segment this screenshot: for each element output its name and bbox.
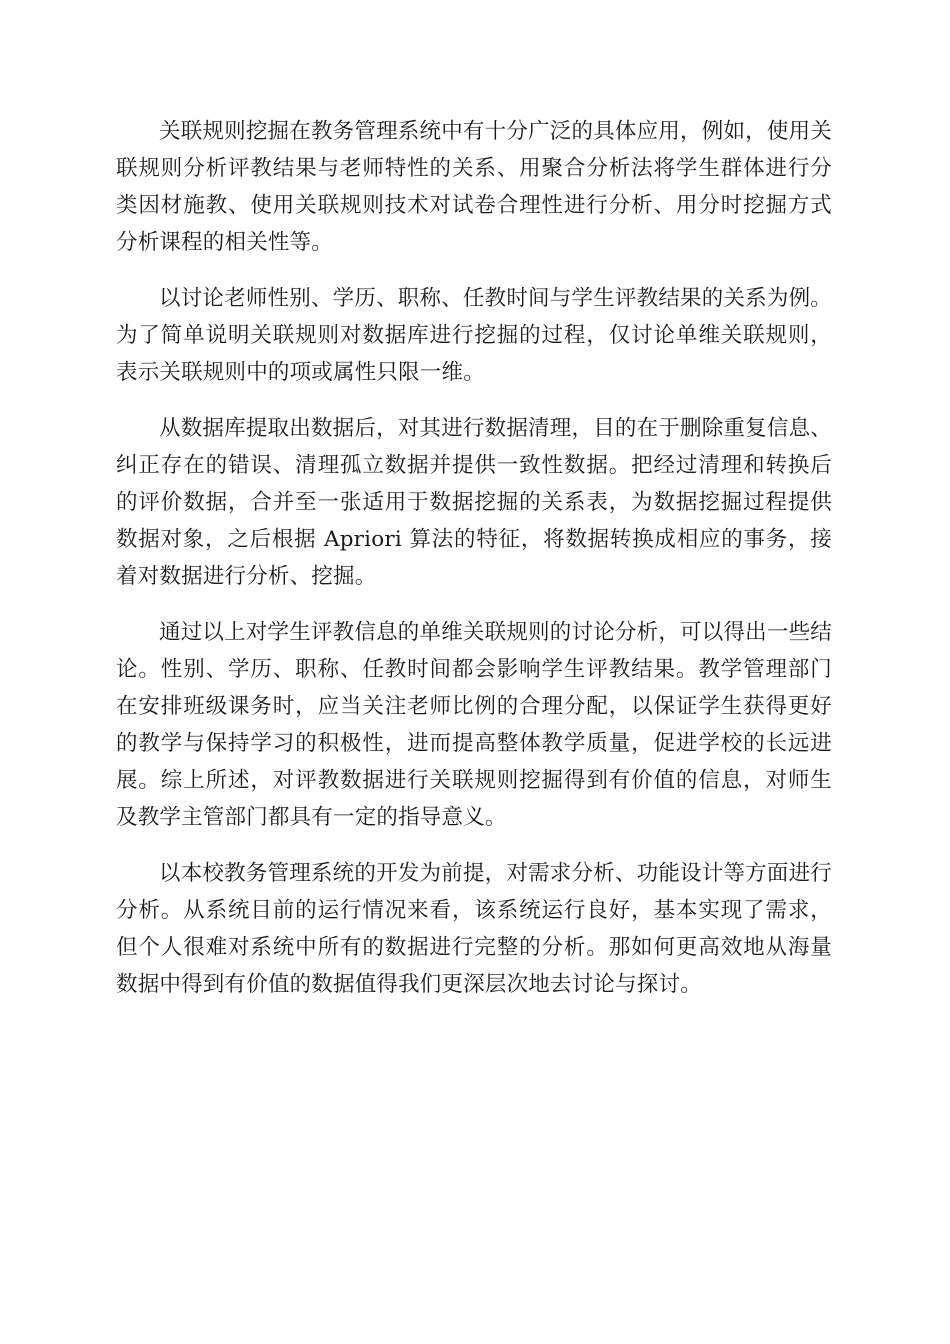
paragraph-2: 以讨论老师性别、学历、职称、任教时间与学生评教结果的关系为例。为了简单说明关联规则对数据库进行挖掘的过程，仅讨论单维关联规则，表示关联规则中的项或属性只限一维。 bbox=[116, 286, 832, 385]
document-body bbox=[116, 113, 832, 1022]
paragraph-1: 关联规则挖掘在教务管理系统中有十分广泛的具体应用，例如，使用关联规则分析评教结果与老师特性的关系、用聚合分析法将学生群体进行分类因材施教、使用关联规则技术对试卷合理性进行分析、用分时挖掘方式分析课程的相关性等。 bbox=[116, 119, 832, 255]
paragraph-3: 从数据库提取出数据后，对其进行数据清理，目的在于删除重复信息、纠正存在的错误、清理孤立数据并提供一致性数据。把经过清理和转换后的评价数据，合并至一张适用于数据挖掘的关系表，为数据挖掘过程提供数据对象，之后根据 Apriori 算法的特征，将数据转换成相应的事务，接着对数据进行分析、挖掘。 bbox=[116, 416, 832, 589]
paragraph-5: 以本校教务管理系统的开发为前提，对需求分析、功能设计等方面进行分析。从系统目前的运行情况来看，该系统运行良好，基本实现了需求，但个人很难对系统中所有的数据进行完整的分析。那如何更高效地从海量数据中得到有价值的数据值得我们更深层次地去讨论与探讨。 bbox=[116, 861, 832, 997]
paragraph-4: 通过以上对学生评教信息的单维关联规则的讨论分析，可以得出一些结论。性别、学历、职称、任教时间都会影响学生评教结果。教学管理部门在安排班级课务时，应当关注老师比例的合理分配，以保证学生获得更好的教学与保持学习的积极性，进而提高整体教学质量，促进学校的长远进展。综上所述，对评教数据进行关联规则挖掘得到有价值的信息，对师生及教学主管部门都具有一定的指导意义。 bbox=[116, 620, 832, 830]
